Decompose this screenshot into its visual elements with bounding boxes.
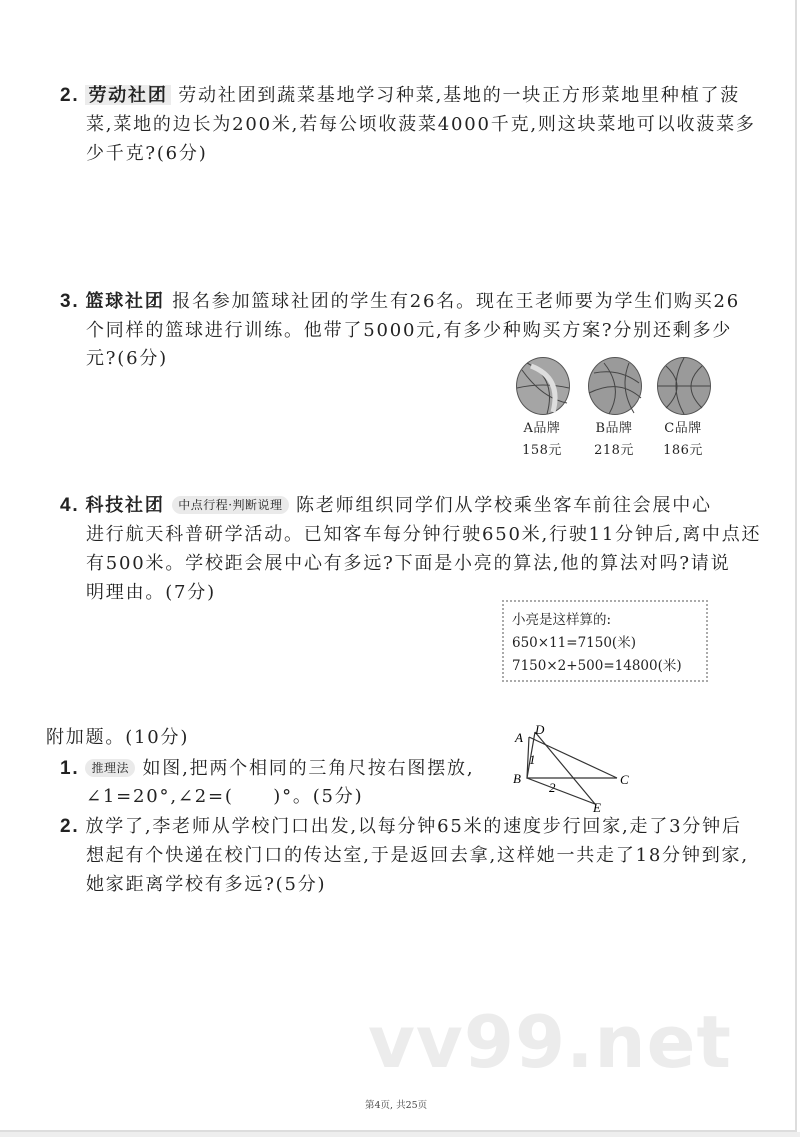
bonus-q2-line-2: 想起有个快递在校门口的传达室,于是返回去拿,这样她一共走了18分钟到家,: [86, 845, 749, 866]
method-badge: 推理法: [85, 759, 135, 777]
question-tag: 篮球社团: [85, 291, 165, 311]
question-number: 2.: [60, 816, 80, 837]
text: 劳动社团到蔬菜基地学习种菜,基地的一块正方形菜地里种植了菠: [178, 85, 741, 106]
bonus-q2-line-3: 她家距离学校有多远?(5分): [86, 874, 327, 895]
q2-line-3: 少千克?(6分): [86, 143, 208, 164]
text: 陈老师组织同学们从学校乘坐客车前往会展中心: [296, 495, 712, 516]
question-number: 3.: [60, 291, 80, 312]
label-a: A: [515, 730, 523, 745]
bonus-title: 附加题。(10分): [46, 727, 190, 748]
xiaoliang-calculation-box: [502, 600, 708, 682]
basketball-a-image: [516, 357, 570, 415]
watermark: vv99.net: [368, 1000, 732, 1084]
q4-line-4: 明理由。(7分): [86, 582, 216, 603]
question-number: 4.: [60, 495, 80, 516]
text: 报名参加篮球社团的学生有26名。现在王老师要为学生们购买26: [172, 291, 740, 312]
q3-line-2: 个同样的篮球进行训练。他带了5000元,有多少种购买方案?分别还剩多少: [86, 320, 733, 341]
method-badge: 中点行程·判断说理: [172, 496, 288, 514]
page-bottom-edge: [0, 1132, 800, 1137]
question-number: 1.: [60, 758, 80, 779]
bonus-q1-line-1: [60, 757, 474, 780]
angle-1-label: 1: [529, 752, 536, 767]
box-line: 650×11=7150(米): [512, 635, 636, 651]
label-b: B: [513, 771, 521, 786]
box-line: 小亮是这样算的:: [512, 612, 612, 628]
question-tag: 劳动社团: [85, 85, 170, 105]
q4-line-3: 有500米。学校距会展中心有多远?下面是小亮的算法,他的算法对吗?请说: [86, 553, 731, 574]
q4-line-2: 进行航天科普研学活动。已知客车每分钟行驶650米,行驶11分钟后,离中点还: [86, 524, 762, 545]
q4-line-1: [60, 494, 712, 517]
brand-b-label: B品牌: [595, 421, 633, 436]
text: 如图,把两个相同的三角尺按右图摆放,: [142, 758, 475, 779]
page-number: 第4页, 共25页: [365, 1100, 428, 1111]
basketball-b-image: [588, 357, 642, 415]
box-line: 7150×2+500=14800(米): [512, 658, 682, 674]
brand-c-price: 186元: [663, 443, 703, 458]
q3-line-3: 元?(6分): [86, 348, 168, 369]
text: 放学了,李老师从学校门口出发,以每分钟65米的速度步行回家,走了3分钟后: [85, 816, 742, 837]
question-tag: 科技社团: [85, 495, 165, 515]
label-e: E: [593, 800, 601, 815]
basketball-c-image: [657, 357, 711, 415]
brand-b-price: 218元: [594, 443, 634, 458]
triangle-rulers-figure: [505, 722, 629, 815]
question-number: 2.: [60, 85, 80, 106]
brand-a-price: 158元: [522, 443, 562, 458]
q2-line-2: 菜,菜地的边长为200米,若每公顷收菠菜4000千克,则这块菜地可以收菠菜多: [86, 114, 756, 135]
label-c: C: [620, 772, 629, 787]
brand-c-label: C品牌: [664, 421, 702, 436]
bonus-q2-line-1: [60, 816, 742, 838]
bonus-q1-line-2: ∠1=20°,∠2=( )°。(5分): [86, 786, 364, 807]
q2-line-1: [60, 84, 740, 107]
angle-2-label: 2: [549, 780, 556, 795]
q3-line-1: [60, 290, 740, 313]
brand-a-label: A品牌: [523, 421, 561, 436]
label-d: D: [535, 722, 545, 737]
